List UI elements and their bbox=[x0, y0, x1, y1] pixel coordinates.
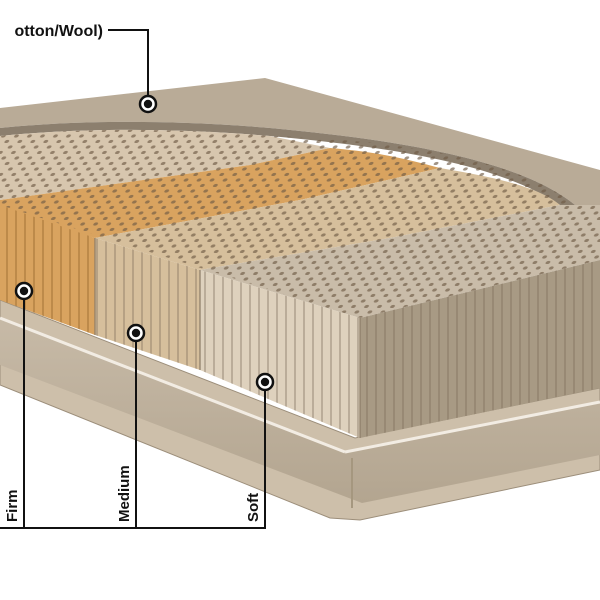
soft-label: Soft bbox=[245, 492, 262, 522]
firm-label: Firm bbox=[4, 489, 21, 522]
medium-label: Medium bbox=[116, 465, 133, 522]
cover-label: otton/Wool) bbox=[14, 23, 103, 40]
